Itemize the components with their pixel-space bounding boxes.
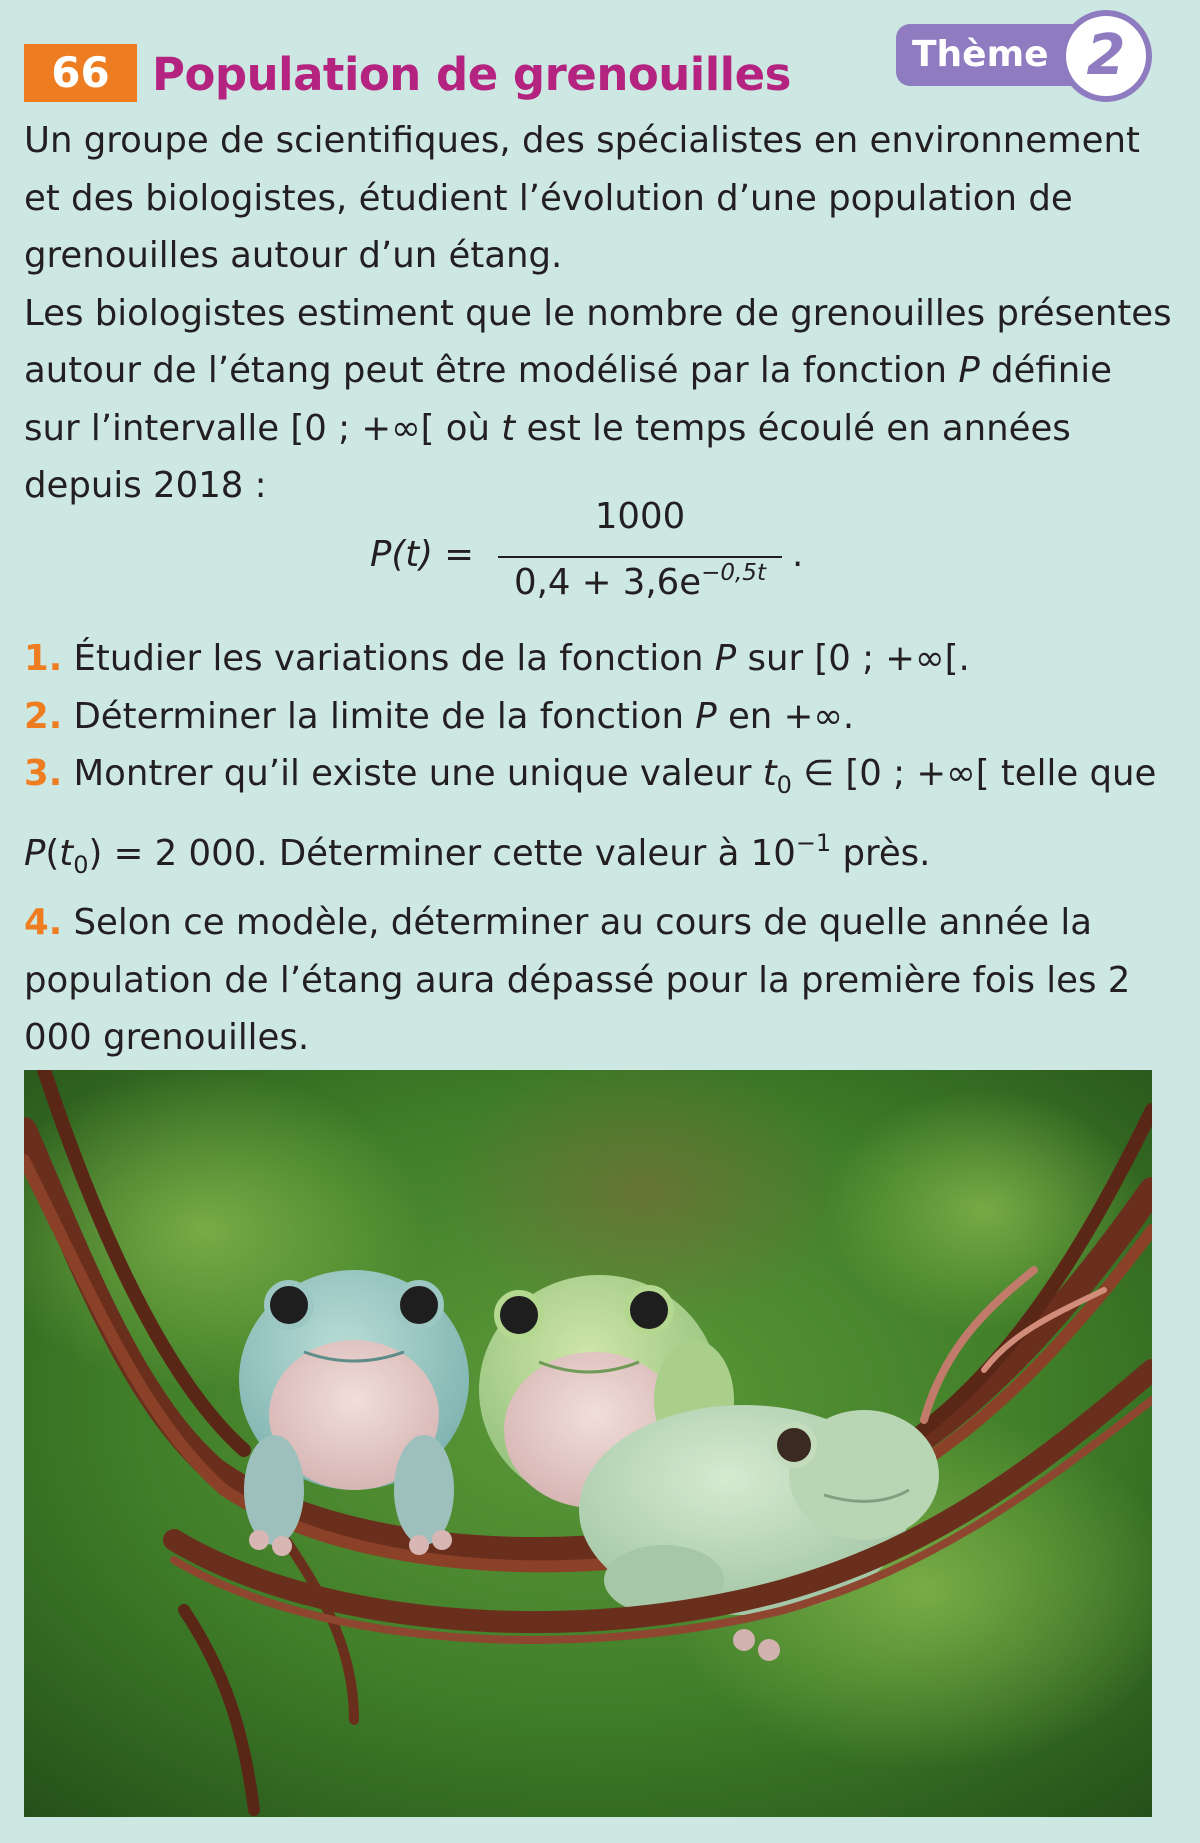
formula-end: . (792, 534, 804, 575)
exercise-title: Population de grenouilles (152, 48, 791, 101)
exercise-number-badge: 66 (24, 44, 137, 102)
question-1: 1. Étudier les variations de la fonction P sur [0 ; +∞[. (24, 638, 970, 679)
theme-label: Thème (912, 34, 1049, 75)
frogs-illustration (24, 1070, 1152, 1817)
exercise-header (24, 23, 1174, 110)
questions-list (24, 630, 1176, 1067)
formula-lhs: P(t) = (370, 534, 475, 575)
question-4: 4. Selon ce modèle, déterminer au cours de quelle année la population de l’étang aura dépassé pour la première fois les 2 000 grenouilles. (24, 902, 1131, 1058)
question-3: 3. Montrer qu’il existe une unique valeur $t_0$ ∈ [0 ; +∞[ telle que $P(t_0) = 2$ 000. Déterminer cette valeur à $10^{-1}$ près. (24, 753, 1157, 879)
intro-paragraph-1: Un groupe de scientifiques, des spécialistes en environnement et des biologistes, étudient l’évolution d’une population de grenouilles autour d’un étang. (24, 120, 1140, 276)
formula-numerator: 1000 (594, 496, 686, 537)
frogs-photo (24, 1070, 1152, 1817)
intro-paragraph-2: Les biologistes estiment que le nombre de grenouilles présentes autour de l’étang peut être modélisé par la fonction P définie sur l’intervalle [0 ; +∞[ où t est le temps écoulé en années depuis 2018 : (24, 292, 1172, 506)
theme-number: 2 (1060, 10, 1152, 102)
fraction-bar (498, 556, 782, 558)
theme-badge (870, 10, 1162, 100)
formula-denominator: $0,4 + 3,6e^{-0,5t}$ (514, 560, 766, 603)
question-2: 2. Déterminer la limite de la fonction P en +∞. (24, 695, 855, 737)
function-formula (370, 496, 850, 620)
exercise-statement (24, 112, 1176, 515)
